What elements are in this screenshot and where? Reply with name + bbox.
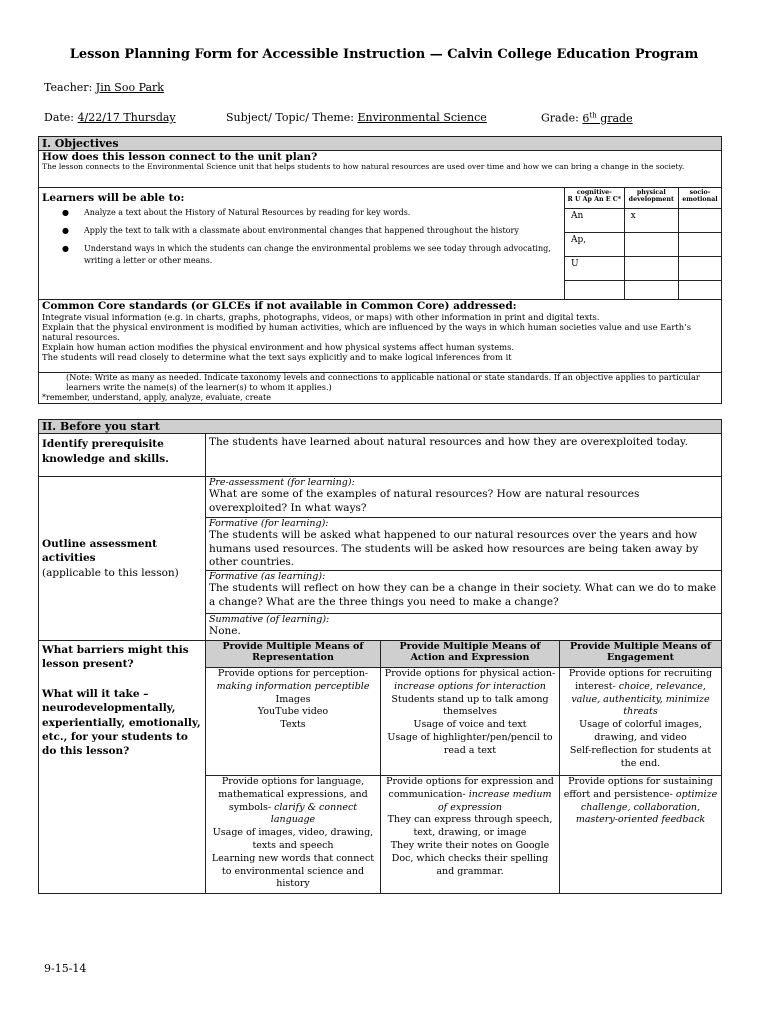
date-value: 4/22/17 Thursday: [77, 111, 176, 124]
note-text: (Note: Write as many as needed. Indicate taxonomy levels and connections to applicable national or state standards. If an objective applies to particular learners write the name(s) of the learner(s) to whom it applies.): [66, 372, 700, 392]
subject-line: [226, 111, 487, 124]
common-core-cell: [39, 300, 722, 373]
page-title: Lesson Planning Form for Accessible Instruction — Calvin College Education Program: [69, 47, 699, 62]
udl-cell: Provide options for recruiting interest- choice, relevance, value, authenticity, minimize threats Usage of colorful images, drawing, and video Self-reflection for students at the end.: [560, 667, 722, 775]
objective-text: Understand ways in which the students can change the environmental problems we see today through advocating, writing a letter or other means.: [84, 244, 551, 265]
domain-grid-cell: [565, 188, 722, 299]
common-core-line: Explain how human action modifies the physical environment and how physical systems affect human systems.: [42, 342, 515, 353]
domain-cell: An: [565, 209, 624, 233]
bullet-icon: ●: [62, 226, 69, 236]
udl-header-engagement: Provide Multiple Means of Engagement: [560, 640, 722, 667]
bullet-icon: ●: [62, 244, 69, 254]
common-core-line: Explain that the physical environment is modified by human activities, which are influenced by the ways in which human societies value and use Earth’s natural resources.: [42, 322, 692, 343]
date-label: Date:: [44, 111, 75, 124]
domain-grid: [565, 188, 721, 299]
taxonomy-footnote: *remember, understand, apply, analyze, evaluate, create: [42, 392, 271, 402]
common-core-line: The students will read closely to determine what the text says explicitly and to make logical inferences from it: [42, 352, 512, 363]
domain-cell: [624, 281, 678, 300]
domain-cell: [678, 257, 721, 281]
objectives-header: I. Objectives: [39, 137, 722, 151]
domain-cell: Ap,: [565, 233, 624, 257]
domain-cell: [565, 281, 624, 300]
learners-objectives: [39, 188, 565, 299]
udl-cell: Provide options for sustaining effort and persistence- optimize challenge, collaboration, mastery-oriented feedback: [560, 775, 722, 893]
grade-label: Grade:: [541, 111, 579, 125]
objective-text: Apply the text to talk with a classmate about environmental changes that happened throughout the history: [84, 226, 519, 236]
domain-cell: [678, 233, 721, 257]
objective-item: [62, 243, 561, 265]
unit-plan-answer: The lesson connects to the Environmental Science unit that helps students to how natural resources are used over time and how we can bring a change in the society.: [42, 162, 685, 171]
note-cell: [39, 373, 722, 404]
summative-cell: Summative (of learning): None.: [206, 613, 722, 640]
domain-cell: [678, 209, 721, 233]
udl-cell: Provide options for physical action- increase options for interaction Students stand up to talk among themselves Usage of voice and text Usage of highlighter/pen/pencil to read a text: [381, 667, 560, 775]
udl-header-representation: Provide Multiple Means of Representation: [206, 640, 381, 667]
unit-plan-question: How does this lesson connect to the unit plan?: [42, 151, 318, 163]
domain-cell: x: [624, 209, 678, 233]
learners-cell: [39, 188, 722, 300]
udl-header-action: Provide Multiple Means of Action and Expression: [381, 640, 560, 667]
grade-line: [541, 111, 633, 125]
subject-value: Environmental Science: [357, 111, 487, 124]
objective-text: Analyze a text about the History of Natural Resources by reading for key words.: [84, 208, 411, 217]
objective-item: [62, 225, 561, 236]
grade-value: 6th grade: [582, 111, 633, 125]
will-it-take-question: What will it take – neurodevelopmentally, experientially, emotionally, etc., for your students to do this lesson?: [42, 688, 201, 757]
unit-plan-cell: [39, 151, 722, 188]
prereq-text: The students have learned about natural resources and how they are overexploited today.: [206, 434, 722, 477]
objective-list: [42, 207, 561, 266]
learners-heading: Learners will be able to:: [42, 192, 185, 204]
domain-header: cognitive- R U Ap An E C*: [565, 188, 624, 209]
udl-cell: Provide options for language, mathematical expressions, and symbols- clarify & connect language Usage of images, video, drawing, texts and speech Learning new words that connect to environmental science and history: [206, 775, 381, 893]
footer-date: 9-15-14: [44, 962, 87, 975]
formative-for-cell: Formative (for learning): The students will be asked what happened to our natural resources over the years and how humans used resources. The students will be asked how resources are being taken away by other countries.: [206, 518, 722, 571]
domain-cell: U: [565, 257, 624, 281]
domain-cell: [678, 281, 721, 300]
domain-header: socio- emotional: [678, 188, 721, 209]
udl-cell: Provide options for expression and communication- increase medium of expression They can express through speech, text, drawing, or image They write their notes on Google Doc, which checks their spelling and grammar.: [381, 775, 560, 893]
common-core-lines: [42, 312, 718, 362]
barriers-question: What barriers might this lesson present?: [42, 643, 189, 671]
teacher-value: Jin Soo Park: [95, 81, 164, 94]
formative-as-cell: Formative (as learning): The students will reflect on how they can be a change in their society. What can we do to make a change? What are the three things you need to make a change?: [206, 570, 722, 613]
assessment-label: Outline assessment activities: [42, 538, 157, 565]
teacher-label: Teacher:: [44, 81, 93, 94]
domain-cell: [624, 257, 678, 281]
objectives-table: [38, 136, 722, 404]
common-core-line: Integrate visual information (e.g. in charts, graphs, photographs, videos, or maps) with other information in print and digital texts.: [42, 312, 600, 322]
before-table: [38, 419, 722, 894]
common-core-heading: Common Core standards (or GLCEs if not available in Common Core) addressed:: [42, 300, 517, 312]
udl-cell: Provide options for perception- making information perceptible Images YouTube video Texts: [206, 667, 381, 775]
assessment-label-cell: [39, 477, 206, 641]
subject-label: Subject/ Topic/ Theme:: [226, 111, 354, 124]
bullet-icon: ●: [62, 208, 69, 217]
objective-item: [62, 207, 561, 218]
prereq-label: Identify prerequisite knowledge and skills.: [39, 434, 206, 477]
domain-cell: [624, 233, 678, 257]
assessment-sub: (applicable to this lesson): [42, 566, 179, 579]
date-line: [44, 111, 176, 124]
before-header: II. Before you start: [39, 420, 722, 434]
domain-header: physical development: [624, 188, 678, 209]
pre-assessment-cell: Pre-assessment (for learning): What are some of the examples of natural resources? How are natural resources overexploited? In what ways?: [206, 477, 722, 518]
teacher-line: [44, 81, 164, 94]
barriers-cell: [39, 640, 206, 893]
